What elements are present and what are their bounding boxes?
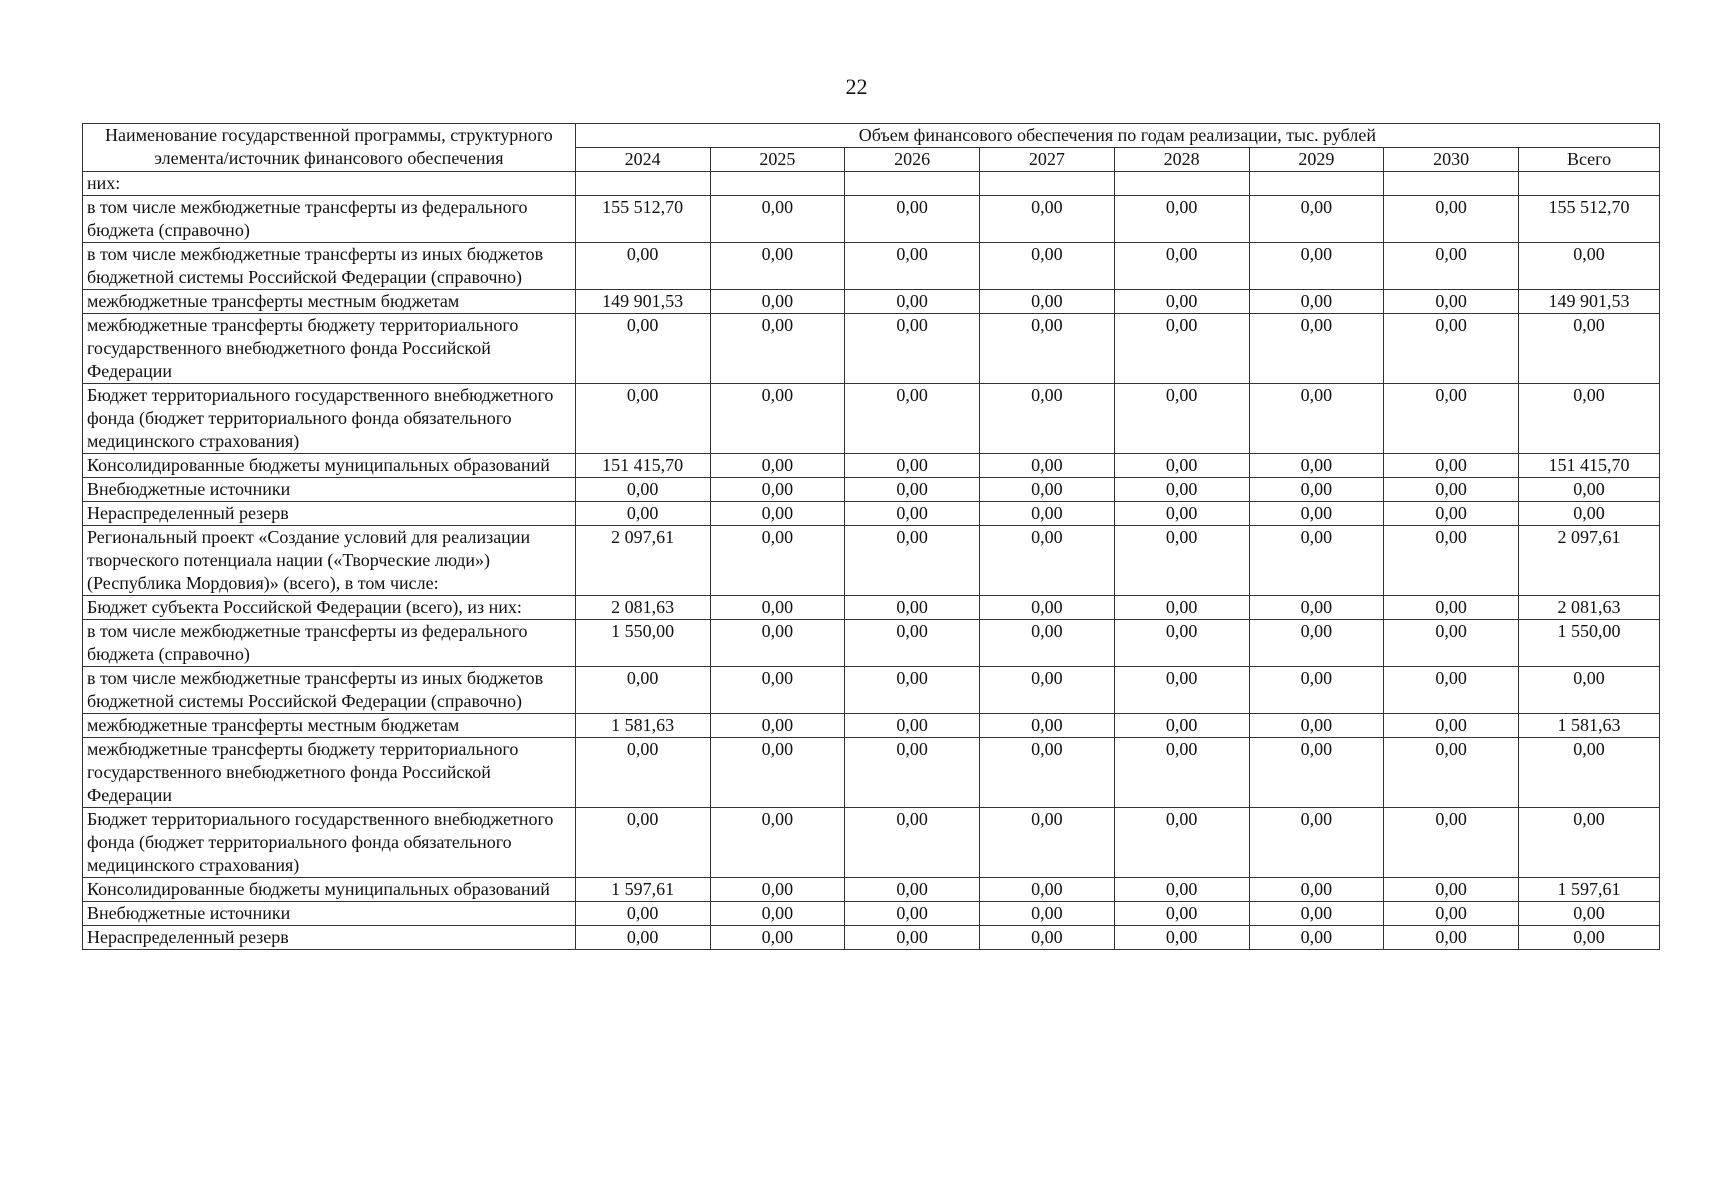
row-value-total: 1 597,61: [1519, 878, 1660, 902]
table-row: [83, 667, 1660, 714]
row-value-2028: 0,00: [1114, 526, 1249, 596]
row-value-total: 149 901,53: [1519, 290, 1660, 314]
page-number: 22: [845, 74, 868, 99]
row-name: Бюджет субъекта Российской Федерации (всего), из них:: [83, 596, 576, 620]
row-value-2024: 0,00: [575, 808, 710, 878]
header-year-2024: 2024: [575, 148, 710, 172]
row-value-2029: 0,00: [1249, 596, 1384, 620]
table-row: [83, 196, 1660, 243]
row-value-2027: 0,00: [980, 478, 1115, 502]
row-value-2024: [575, 172, 710, 196]
row-value-2028: 0,00: [1114, 454, 1249, 478]
row-value-2030: 0,00: [1384, 454, 1519, 478]
row-name: Нераспределенный резерв: [83, 926, 576, 950]
row-value-2030: 0,00: [1384, 667, 1519, 714]
header-year-2025: 2025: [710, 148, 845, 172]
row-name: в том числе межбюджетные трансферты из иных бюджетов бюджетной системы Российской Федерации (справочно): [83, 243, 576, 290]
row-value-2029: 0,00: [1249, 478, 1384, 502]
row-value-2026: [845, 172, 980, 196]
row-value-2029: 0,00: [1249, 454, 1384, 478]
row-value-2028: 0,00: [1114, 878, 1249, 902]
row-value-total: 0,00: [1519, 478, 1660, 502]
row-value-2028: 0,00: [1114, 667, 1249, 714]
row-value-2029: 0,00: [1249, 314, 1384, 384]
row-value-2027: 0,00: [980, 526, 1115, 596]
row-value-2025: 0,00: [710, 478, 845, 502]
row-value-2024: 151 415,70: [575, 454, 710, 478]
row-value-total: 0,00: [1519, 314, 1660, 384]
row-value-2024: 155 512,70: [575, 196, 710, 243]
row-value-2024: 2 081,63: [575, 596, 710, 620]
row-value-2027: [980, 172, 1115, 196]
row-value-2025: 0,00: [710, 290, 845, 314]
row-value-2029: 0,00: [1249, 667, 1384, 714]
row-value-2026: 0,00: [845, 667, 980, 714]
row-value-total: 2 081,63: [1519, 596, 1660, 620]
row-value-2026: 0,00: [845, 596, 980, 620]
row-value-2027: 0,00: [980, 314, 1115, 384]
row-value-2024: 0,00: [575, 926, 710, 950]
row-value-2027: 0,00: [980, 808, 1115, 878]
row-value-2029: 0,00: [1249, 243, 1384, 290]
row-value-2030: 0,00: [1384, 596, 1519, 620]
row-value-2030: 0,00: [1384, 808, 1519, 878]
row-value-2028: 0,00: [1114, 290, 1249, 314]
row-value-2029: 0,00: [1249, 526, 1384, 596]
row-value-2027: 0,00: [980, 502, 1115, 526]
row-value-2025: 0,00: [710, 526, 845, 596]
row-value-2029: 0,00: [1249, 502, 1384, 526]
row-value-2027: 0,00: [980, 596, 1115, 620]
row-name: межбюджетные трансферты бюджету территориального государственного внебюджетного фонда Российской Федерации: [83, 314, 576, 384]
row-value-2029: [1249, 172, 1384, 196]
row-value-2027: 0,00: [980, 620, 1115, 667]
row-value-2028: [1114, 172, 1249, 196]
row-name: межбюджетные трансферты бюджету территориального государственного внебюджетного фонда Российской Федерации: [83, 738, 576, 808]
row-value-2025: 0,00: [710, 454, 845, 478]
row-value-2028: 0,00: [1114, 714, 1249, 738]
row-name: межбюджетные трансферты местным бюджетам: [83, 290, 576, 314]
row-value-2028: 0,00: [1114, 738, 1249, 808]
row-value-2025: 0,00: [710, 902, 845, 926]
row-value-2027: 0,00: [980, 902, 1115, 926]
row-name: Региональный проект «Создание условий для реализации творческого потенциала нации («Творческие люди») (Республика Мордовия)» (всего), в том числе:: [83, 526, 576, 596]
row-value-2024: 0,00: [575, 384, 710, 454]
row-value-2030: 0,00: [1384, 902, 1519, 926]
row-value-2026: 0,00: [845, 196, 980, 243]
row-value-2025: [710, 172, 845, 196]
row-value-2025: 0,00: [710, 926, 845, 950]
row-value-2025: 0,00: [710, 384, 845, 454]
row-value-2025: 0,00: [710, 878, 845, 902]
row-value-2028: 0,00: [1114, 902, 1249, 926]
row-value-total: 0,00: [1519, 667, 1660, 714]
row-value-2029: 0,00: [1249, 808, 1384, 878]
row-value-2026: 0,00: [845, 926, 980, 950]
row-value-total: 155 512,70: [1519, 196, 1660, 243]
row-value-2028: 0,00: [1114, 196, 1249, 243]
row-value-2024: 1 597,61: [575, 878, 710, 902]
row-name: них:: [83, 172, 576, 196]
row-value-2026: 0,00: [845, 243, 980, 290]
row-value-2028: 0,00: [1114, 926, 1249, 950]
row-name: в том числе межбюджетные трансферты из федерального бюджета (справочно): [83, 620, 576, 667]
row-value-2030: 0,00: [1384, 384, 1519, 454]
row-value-2026: 0,00: [845, 714, 980, 738]
row-value-2029: 0,00: [1249, 620, 1384, 667]
row-value-2026: 0,00: [845, 478, 980, 502]
row-value-2026: 0,00: [845, 808, 980, 878]
row-value-2026: 0,00: [845, 620, 980, 667]
row-value-total: 1 581,63: [1519, 714, 1660, 738]
row-value-2024: 0,00: [575, 243, 710, 290]
row-value-2028: 0,00: [1114, 243, 1249, 290]
row-name: Внебюджетные источники: [83, 478, 576, 502]
row-value-2025: 0,00: [710, 738, 845, 808]
table-row: [83, 384, 1660, 454]
row-value-2030: [1384, 172, 1519, 196]
row-value-total: 2 097,61: [1519, 526, 1660, 596]
table-row: [83, 526, 1660, 596]
row-value-2028: 0,00: [1114, 620, 1249, 667]
table-row: [83, 172, 1660, 196]
row-value-2027: 0,00: [980, 290, 1115, 314]
table-row: [83, 878, 1660, 902]
row-name: в том числе межбюджетные трансферты из иных бюджетов бюджетной системы Российской Федерации (справочно): [83, 667, 576, 714]
row-value-2024: 0,00: [575, 667, 710, 714]
row-value-2028: 0,00: [1114, 502, 1249, 526]
row-value-2027: 0,00: [980, 738, 1115, 808]
row-value-2026: 0,00: [845, 526, 980, 596]
row-name: межбюджетные трансферты местным бюджетам: [83, 714, 576, 738]
row-value-2027: 0,00: [980, 667, 1115, 714]
row-value-2024: 0,00: [575, 738, 710, 808]
table-row: [83, 620, 1660, 667]
row-value-2029: 0,00: [1249, 878, 1384, 902]
row-value-2029: 0,00: [1249, 926, 1384, 950]
row-value-2024: 0,00: [575, 902, 710, 926]
row-value-2028: 0,00: [1114, 384, 1249, 454]
row-value-total: 0,00: [1519, 738, 1660, 808]
table-row: [83, 290, 1660, 314]
header-year-2027: 2027: [980, 148, 1115, 172]
row-name: в том числе межбюджетные трансферты из федерального бюджета (справочно): [83, 196, 576, 243]
row-value-2024: 149 901,53: [575, 290, 710, 314]
row-value-2030: 0,00: [1384, 478, 1519, 502]
table-row: [83, 714, 1660, 738]
row-value-2025: 0,00: [710, 502, 845, 526]
row-value-2025: 0,00: [710, 620, 845, 667]
row-value-2027: 0,00: [980, 878, 1115, 902]
row-value-2028: 0,00: [1114, 808, 1249, 878]
row-name: Консолидированные бюджеты муниципальных образований: [83, 878, 576, 902]
row-value-2027: 0,00: [980, 196, 1115, 243]
row-value-2029: 0,00: [1249, 196, 1384, 243]
row-value-2030: 0,00: [1384, 502, 1519, 526]
row-value-total: 151 415,70: [1519, 454, 1660, 478]
table-row: [83, 926, 1660, 950]
row-value-2026: 0,00: [845, 384, 980, 454]
header-volume-group: Объем финансового обеспечения по годам реализации, тыс. рублей: [575, 124, 1659, 148]
row-value-2029: 0,00: [1249, 290, 1384, 314]
row-value-2025: 0,00: [710, 596, 845, 620]
row-value-2030: 0,00: [1384, 290, 1519, 314]
table-row: [83, 902, 1660, 926]
row-value-total: 0,00: [1519, 808, 1660, 878]
row-value-2030: 0,00: [1384, 738, 1519, 808]
row-value-2026: 0,00: [845, 290, 980, 314]
row-value-total: 1 550,00: [1519, 620, 1660, 667]
row-value-2026: 0,00: [845, 902, 980, 926]
row-value-2027: 0,00: [980, 926, 1115, 950]
header-name-column: Наименование государственной программы, структурного элемента/источник финансового обеспечения: [83, 124, 576, 172]
row-value-2030: 0,00: [1384, 243, 1519, 290]
table-row: [83, 478, 1660, 502]
row-value-2030: 0,00: [1384, 714, 1519, 738]
row-name: Бюджет территориального государственного внебюджетного фонда (бюджет территориального фонда обязательного медицинского страхования): [83, 384, 576, 454]
row-value-2030: 0,00: [1384, 314, 1519, 384]
row-value-2024: 0,00: [575, 314, 710, 384]
row-value-2028: 0,00: [1114, 478, 1249, 502]
row-value-2025: 0,00: [710, 314, 845, 384]
row-value-2027: 0,00: [980, 243, 1115, 290]
row-value-2027: 0,00: [980, 384, 1115, 454]
row-value-2027: 0,00: [980, 714, 1115, 738]
row-value-2029: 0,00: [1249, 738, 1384, 808]
row-name: Бюджет территориального государственного внебюджетного фонда (бюджет территориального фонда обязательного медицинского страхования): [83, 808, 576, 878]
header-row-1: [83, 124, 1660, 148]
row-value-2028: 0,00: [1114, 596, 1249, 620]
header-total: Всего: [1519, 148, 1660, 172]
table-body: [83, 172, 1660, 950]
table-row: [83, 314, 1660, 384]
row-value-2024: 1 550,00: [575, 620, 710, 667]
row-value-2025: 0,00: [710, 714, 845, 738]
table-row: [83, 502, 1660, 526]
table-row: [83, 596, 1660, 620]
row-value-total: [1519, 172, 1660, 196]
row-value-2025: 0,00: [710, 196, 845, 243]
row-value-2025: 0,00: [710, 808, 845, 878]
row-value-2024: 1 581,63: [575, 714, 710, 738]
row-value-2027: 0,00: [980, 454, 1115, 478]
row-value-2025: 0,00: [710, 243, 845, 290]
table-row: [83, 738, 1660, 808]
row-name: Консолидированные бюджеты муниципальных образований: [83, 454, 576, 478]
row-value-2025: 0,00: [710, 667, 845, 714]
row-value-2030: 0,00: [1384, 526, 1519, 596]
row-value-2030: 0,00: [1384, 926, 1519, 950]
row-value-2026: 0,00: [845, 878, 980, 902]
row-value-2026: 0,00: [845, 314, 980, 384]
row-value-2029: 0,00: [1249, 384, 1384, 454]
table-row: [83, 243, 1660, 290]
row-value-2030: 0,00: [1384, 620, 1519, 667]
row-value-2029: 0,00: [1249, 714, 1384, 738]
row-value-2024: 2 097,61: [575, 526, 710, 596]
row-value-2026: 0,00: [845, 738, 980, 808]
row-value-2030: 0,00: [1384, 878, 1519, 902]
row-name: Внебюджетные источники: [83, 902, 576, 926]
row-value-2026: 0,00: [845, 454, 980, 478]
table-row: [83, 808, 1660, 878]
row-value-total: 0,00: [1519, 926, 1660, 950]
row-value-total: 0,00: [1519, 243, 1660, 290]
row-name: Нераспределенный резерв: [83, 502, 576, 526]
financing-table: [82, 123, 1660, 950]
header-year-2028: 2028: [1114, 148, 1249, 172]
row-value-2024: 0,00: [575, 502, 710, 526]
header-year-2030: 2030: [1384, 148, 1519, 172]
row-value-2024: 0,00: [575, 478, 710, 502]
row-value-2030: 0,00: [1384, 196, 1519, 243]
row-value-2028: 0,00: [1114, 314, 1249, 384]
row-value-2026: 0,00: [845, 502, 980, 526]
table-row: [83, 454, 1660, 478]
row-value-total: 0,00: [1519, 384, 1660, 454]
row-value-total: 0,00: [1519, 902, 1660, 926]
row-value-2029: 0,00: [1249, 902, 1384, 926]
row-value-total: 0,00: [1519, 502, 1660, 526]
header-year-2029: 2029: [1249, 148, 1384, 172]
header-year-2026: 2026: [845, 148, 980, 172]
